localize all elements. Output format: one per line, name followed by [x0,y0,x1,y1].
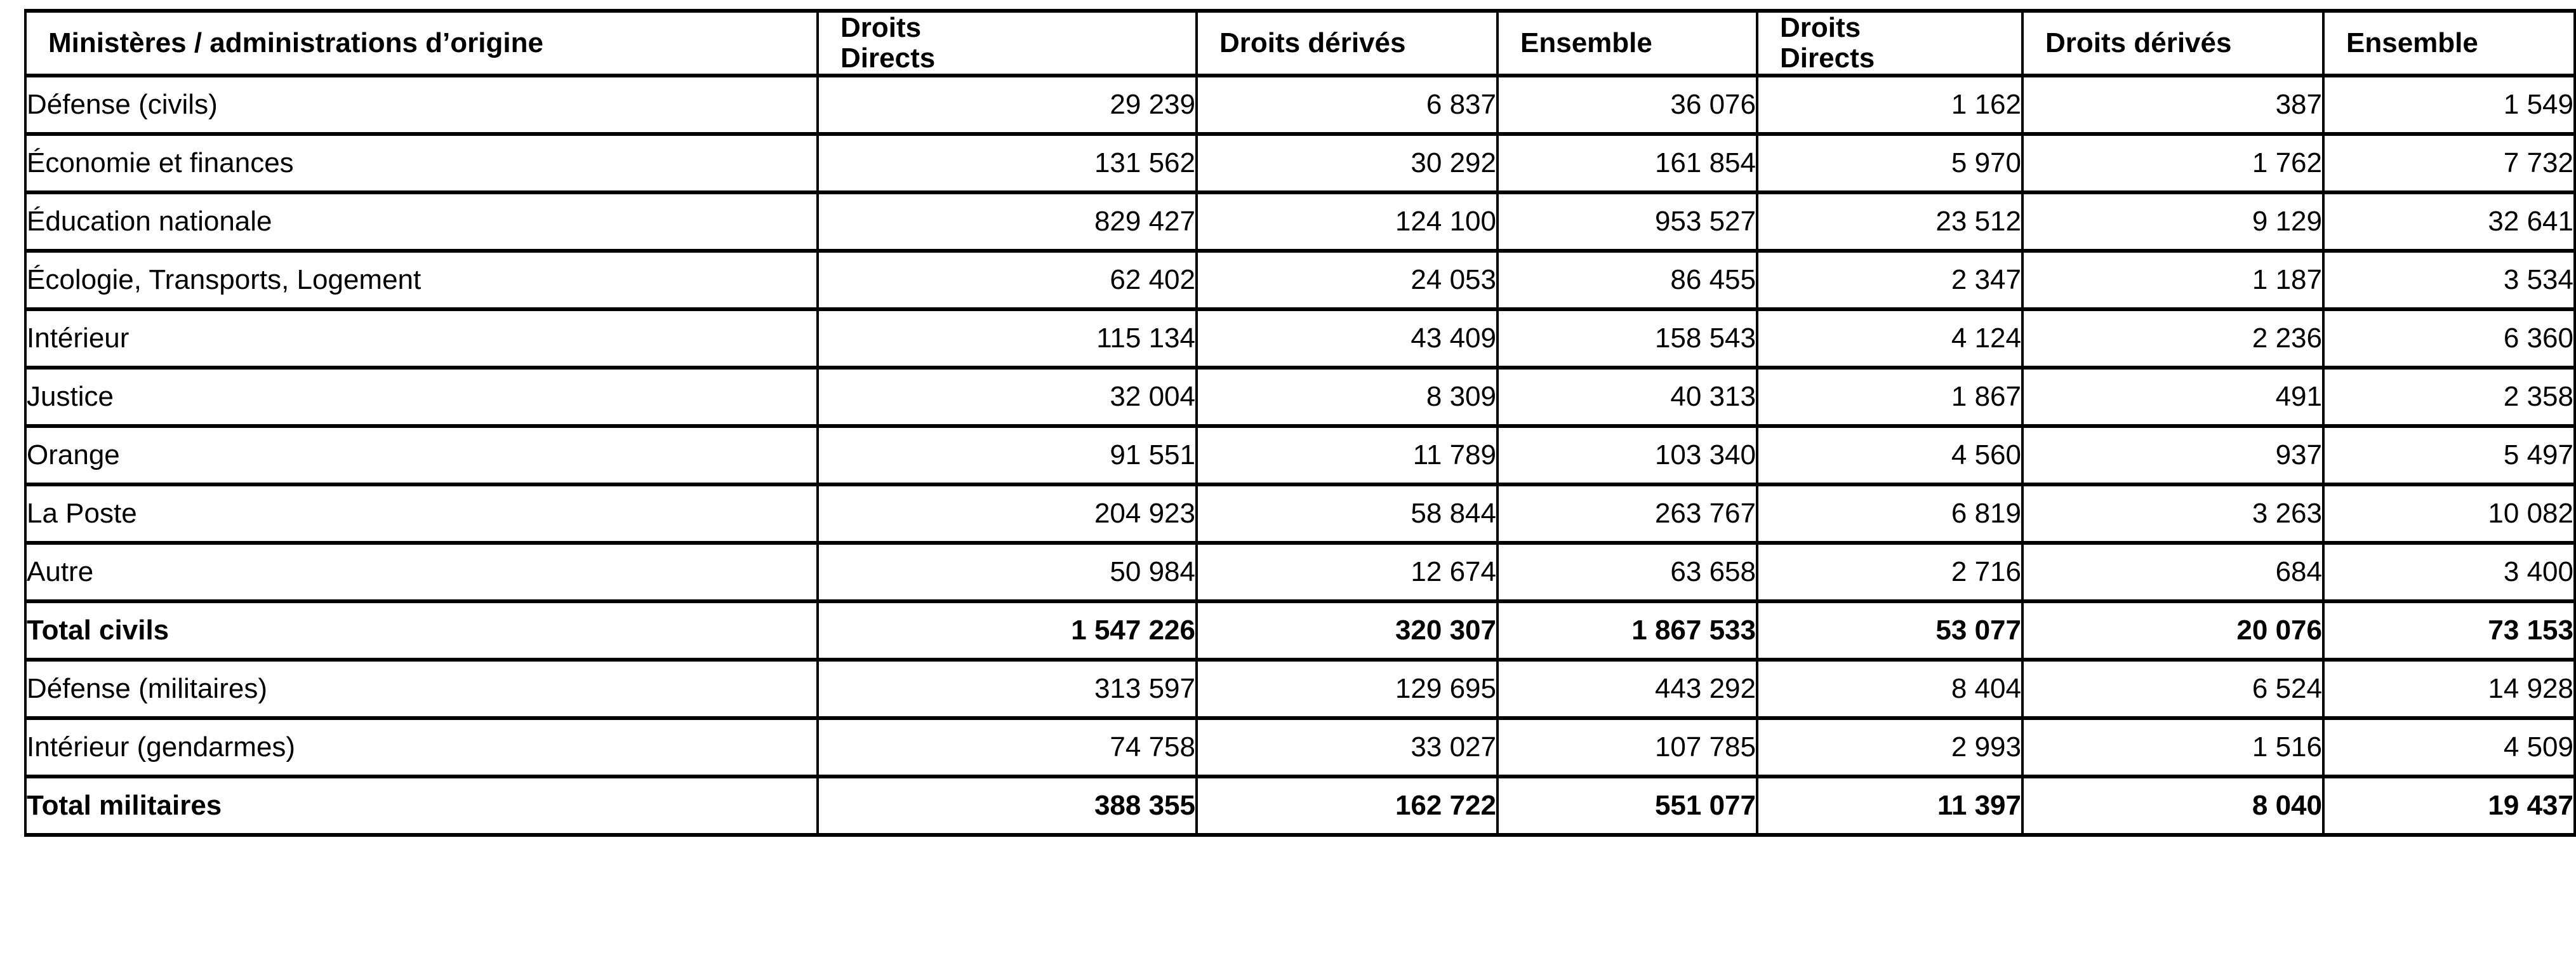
value-cell: 320 307 [1197,601,1497,660]
value-cell: 33 027 [1197,718,1497,777]
value-cell: 387 [2022,76,2323,134]
value-cell: 12 674 [1197,543,1497,601]
table-row [25,484,2575,543]
column-header-5: Droits dérivés [2022,11,2323,76]
value-cell: 2 358 [2323,368,2575,426]
value-cell: 2 716 [1757,543,2022,601]
value-cell: 263 767 [1497,484,1757,543]
value-cell: 129 695 [1197,660,1497,718]
table-row [25,76,2575,134]
value-cell: 953 527 [1497,192,1757,251]
table-body [25,76,2575,835]
pension-origins-table-wrapper [24,9,2573,837]
row-label-cell: La Poste [25,484,818,543]
value-cell: 158 543 [1497,309,1757,368]
value-cell: 2 347 [1757,251,2022,309]
table-row [25,718,2575,777]
value-cell: 24 053 [1197,251,1497,309]
column-header-0: Ministères / administrations d’origine [25,11,818,76]
value-cell: 204 923 [818,484,1197,543]
row-label-cell: Intérieur (gendarmes) [25,718,818,777]
value-cell: 6 819 [1757,484,2022,543]
value-cell: 2 236 [2022,309,2323,368]
value-cell: 1 516 [2022,718,2323,777]
value-cell: 1 549 [2323,76,2575,134]
value-cell: 19 437 [2323,777,2575,835]
value-cell: 131 562 [818,134,1197,192]
value-cell: 1 867 533 [1497,601,1757,660]
table-row [25,192,2575,251]
value-cell: 10 082 [2323,484,2575,543]
value-cell: 14 928 [2323,660,2575,718]
value-cell: 551 077 [1497,777,1757,835]
value-cell: 684 [2022,543,2323,601]
row-label-cell: Intérieur [25,309,818,368]
value-cell: 11 397 [1757,777,2022,835]
row-label-cell: Économie et finances [25,134,818,192]
value-cell: 63 658 [1497,543,1757,601]
value-cell: 107 785 [1497,718,1757,777]
column-header-6: Ensemble [2323,11,2575,76]
value-cell: 5 970 [1757,134,2022,192]
value-cell: 162 722 [1197,777,1497,835]
value-cell: 6 360 [2323,309,2575,368]
value-cell: 161 854 [1497,134,1757,192]
value-cell: 115 134 [818,309,1197,368]
value-cell: 58 844 [1197,484,1497,543]
value-cell: 3 400 [2323,543,2575,601]
column-header-1: Droits Directs [818,11,1197,76]
row-label-cell: Justice [25,368,818,426]
column-header-2: Droits dérivés [1197,11,1497,76]
value-cell: 1 867 [1757,368,2022,426]
value-cell: 937 [2022,426,2323,484]
value-cell: 3 534 [2323,251,2575,309]
pension-origins-table [24,9,2576,837]
value-cell: 313 597 [818,660,1197,718]
value-cell: 73 153 [2323,601,2575,660]
table-row [25,543,2575,601]
value-cell: 20 076 [2022,601,2323,660]
row-label-cell: Autre [25,543,818,601]
value-cell: 91 551 [818,426,1197,484]
table-row [25,309,2575,368]
value-cell: 4 509 [2323,718,2575,777]
table-row [25,777,2575,835]
value-cell: 388 355 [818,777,1197,835]
value-cell: 6 837 [1197,76,1497,134]
value-cell: 103 340 [1497,426,1757,484]
value-cell: 1 187 [2022,251,2323,309]
value-cell: 829 427 [818,192,1197,251]
value-cell: 8 309 [1197,368,1497,426]
table-header [25,11,2575,76]
value-cell: 43 409 [1197,309,1497,368]
value-cell: 23 512 [1757,192,2022,251]
value-cell: 5 497 [2323,426,2575,484]
value-cell: 53 077 [1757,601,2022,660]
column-header-4: Droits Directs [1757,11,2022,76]
value-cell: 86 455 [1497,251,1757,309]
value-cell: 491 [2022,368,2323,426]
value-cell: 7 732 [2323,134,2575,192]
row-label-cell: Total civils [25,601,818,660]
value-cell: 6 524 [2022,660,2323,718]
value-cell: 2 993 [1757,718,2022,777]
row-label-cell: Total militaires [25,777,818,835]
value-cell: 62 402 [818,251,1197,309]
value-cell: 32 641 [2323,192,2575,251]
table-row [25,134,2575,192]
value-cell: 8 040 [2022,777,2323,835]
header-row [25,11,2575,76]
value-cell: 74 758 [818,718,1197,777]
value-cell: 40 313 [1497,368,1757,426]
row-label-cell: Défense (civils) [25,76,818,134]
value-cell: 50 984 [818,543,1197,601]
table-row [25,251,2575,309]
value-cell: 9 129 [2022,192,2323,251]
value-cell: 29 239 [818,76,1197,134]
row-label-cell: Défense (militaires) [25,660,818,718]
value-cell: 36 076 [1497,76,1757,134]
value-cell: 8 404 [1757,660,2022,718]
row-label-cell: Écologie, Transports, Logement [25,251,818,309]
table-row [25,426,2575,484]
value-cell: 11 789 [1197,426,1497,484]
value-cell: 443 292 [1497,660,1757,718]
column-header-3: Ensemble [1497,11,1757,76]
value-cell: 1 547 226 [818,601,1197,660]
value-cell: 32 004 [818,368,1197,426]
value-cell: 4 124 [1757,309,2022,368]
table-row [25,368,2575,426]
row-label-cell: Éducation nationale [25,192,818,251]
value-cell: 1 162 [1757,76,2022,134]
value-cell: 3 263 [2022,484,2323,543]
value-cell: 1 762 [2022,134,2323,192]
value-cell: 4 560 [1757,426,2022,484]
value-cell: 124 100 [1197,192,1497,251]
table-row [25,601,2575,660]
value-cell: 30 292 [1197,134,1497,192]
row-label-cell: Orange [25,426,818,484]
table-row [25,660,2575,718]
